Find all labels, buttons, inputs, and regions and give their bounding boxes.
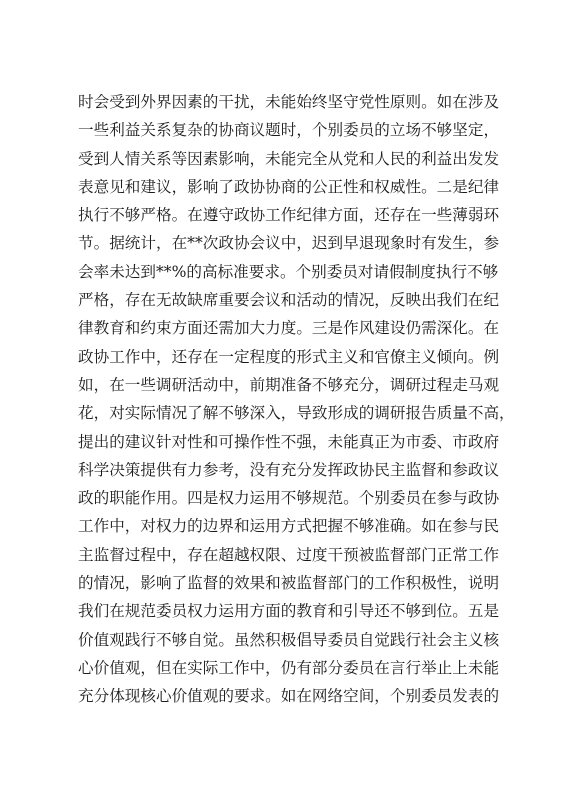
text-line: 提出的建议针对性和可操作性不强，未能真正为市委、市政府 [78, 432, 500, 451]
text-line: 如，在一些调研活动中，前期准备不够充分，调研过程走马观 [78, 375, 500, 394]
text-line: 律教育和约束方面还需加大力度。三是作风建设仍需深化。在 [78, 319, 500, 338]
text-line: 我们在规范委员权力运用方面的教育和引导还不够到位。五是 [78, 602, 500, 621]
text-line: 政的职能作用。四是权力运用不够规范。个别委员在参与政协 [78, 489, 500, 508]
text-line: 表意见和建议，影响了政协协商的公正性和权威性。二是纪律 [78, 177, 500, 196]
text-line: 执行不够严格。在遵守政协工作纪律方面，还存在一些薄弱环 [78, 206, 500, 225]
text-line: 会率未达到**%的高标准要求。个别委员对请假制度执行不够 [78, 262, 499, 281]
text-line: 节。据统计，在**次政协会议中，迟到早退现象时有发生，参 [78, 234, 500, 253]
text-line: 政协工作中，还存在一定程度的形式主义和官僚主义倾向。例 [78, 347, 500, 366]
text-line: 时会受到外界因素的干扰，未能始终坚守党性原则。如在涉及 [78, 93, 500, 111]
text-line: 花，对实际情况了解不够深入，导致形成的调研报告质量不高， [78, 404, 515, 423]
text-line: 科学决策提供有力参考，没有充分发挥政协民主监督和参政议 [78, 460, 500, 479]
text-line: 充分体现核心价值观的要求。如在网络空间，个别委员发表的 [78, 687, 500, 706]
text-line: 的情况，影响了监督的效果和被监督部门的工作积极性，说明 [78, 574, 500, 593]
text-line: 严格，存在无故缺席重要会议和活动的情况，反映出我们在纪 [78, 291, 500, 310]
text-line: 价值观践行不够自觉。虽然积极倡导委员自觉践行社会主义核 [78, 630, 500, 649]
text-line: 受到人情关系等因素影响，未能完全从党和人民的利益出发发 [78, 149, 500, 168]
text-line: 工作中，对权力的边界和运用方式把握不够准确。如在参与民 [78, 517, 500, 536]
body-text [78, 88, 515, 711]
text-line: 主监督过程中，存在超越权限、过度干预被监督部门正常工作 [78, 545, 500, 564]
text-line: 心价值观，但在实际工作中，仍有部分委员在言行举止上未能 [78, 658, 500, 677]
text-line: 一些利益关系复杂的协商议题时，个别委员的立场不够坚定， [78, 121, 500, 140]
